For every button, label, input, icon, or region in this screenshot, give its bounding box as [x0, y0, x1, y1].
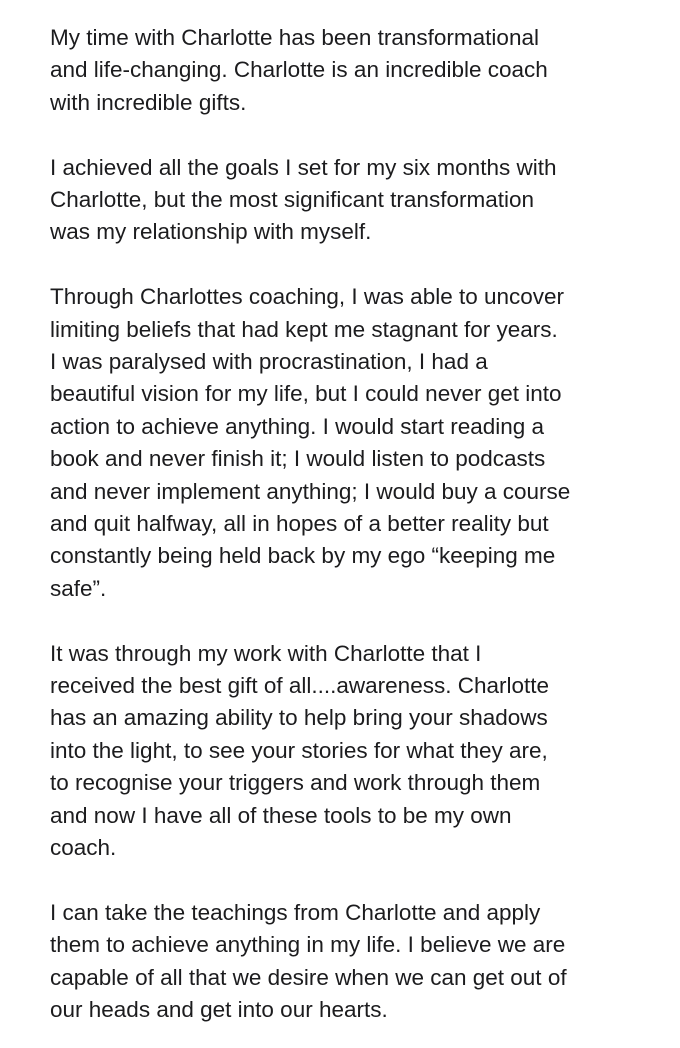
text-line: and never implement anything; I would buy a course: [50, 478, 571, 504]
text-line: and life-changing. Charlotte is an incredible coach: [50, 57, 548, 83]
text-line: action to achieve anything. I would start reading a: [50, 413, 545, 439]
text-line: coach.: [50, 835, 117, 861]
text-line: I achieved all the goals I set for my six months with: [50, 154, 557, 180]
text-line: received the best gift of all....awareness. Charlotte: [50, 673, 550, 699]
text-line: book and never finish it; I would listen to podcasts: [50, 446, 546, 472]
paragraph-3: [50, 281, 650, 605]
text-line: with incredible gifts.: [50, 89, 247, 115]
text-line: our heads and get into our hearts.: [50, 997, 388, 1023]
text-line: I can take the teachings from Charlotte and apply: [50, 899, 541, 925]
text-line: Through Charlottes coaching, I was able to uncover: [50, 284, 565, 310]
text-line: beautiful vision for my life, but I could never get into: [50, 381, 562, 407]
paragraph-4: [50, 638, 650, 865]
text-line: limiting beliefs that had kept me stagnant for years.: [50, 316, 558, 342]
text-line: capable of all that we desire when we can get out of: [50, 964, 567, 990]
text-line: into the light, to see your stories for what they are,: [50, 737, 548, 763]
text-line: constantly being held back by my ego “keeping me: [50, 543, 556, 569]
paragraph-1: [50, 22, 650, 119]
text-line: and quit halfway, all in hopes of a better reality but: [50, 511, 549, 537]
text-line: It was through my work with Charlotte that I: [50, 640, 482, 666]
paragraph-5: [50, 897, 650, 1027]
text-line: Charlotte, but the most significant transformation: [50, 187, 534, 213]
testimonial-note: [50, 22, 650, 1027]
text-line: was my relationship with myself.: [50, 219, 372, 245]
text-line: My time with Charlotte has been transformational: [50, 25, 539, 50]
text-line: I was paralysed with procrastination, I had a: [50, 349, 488, 375]
text-line: has an amazing ability to help bring your shadows: [50, 705, 548, 731]
text-line: them to achieve anything in my life. I believe we are: [50, 932, 566, 958]
paragraph-2: [50, 152, 650, 249]
text-line: safe”.: [50, 575, 107, 601]
text-line: and now I have all of these tools to be my own: [50, 802, 512, 828]
text-line: to recognise your triggers and work through them: [50, 770, 541, 796]
